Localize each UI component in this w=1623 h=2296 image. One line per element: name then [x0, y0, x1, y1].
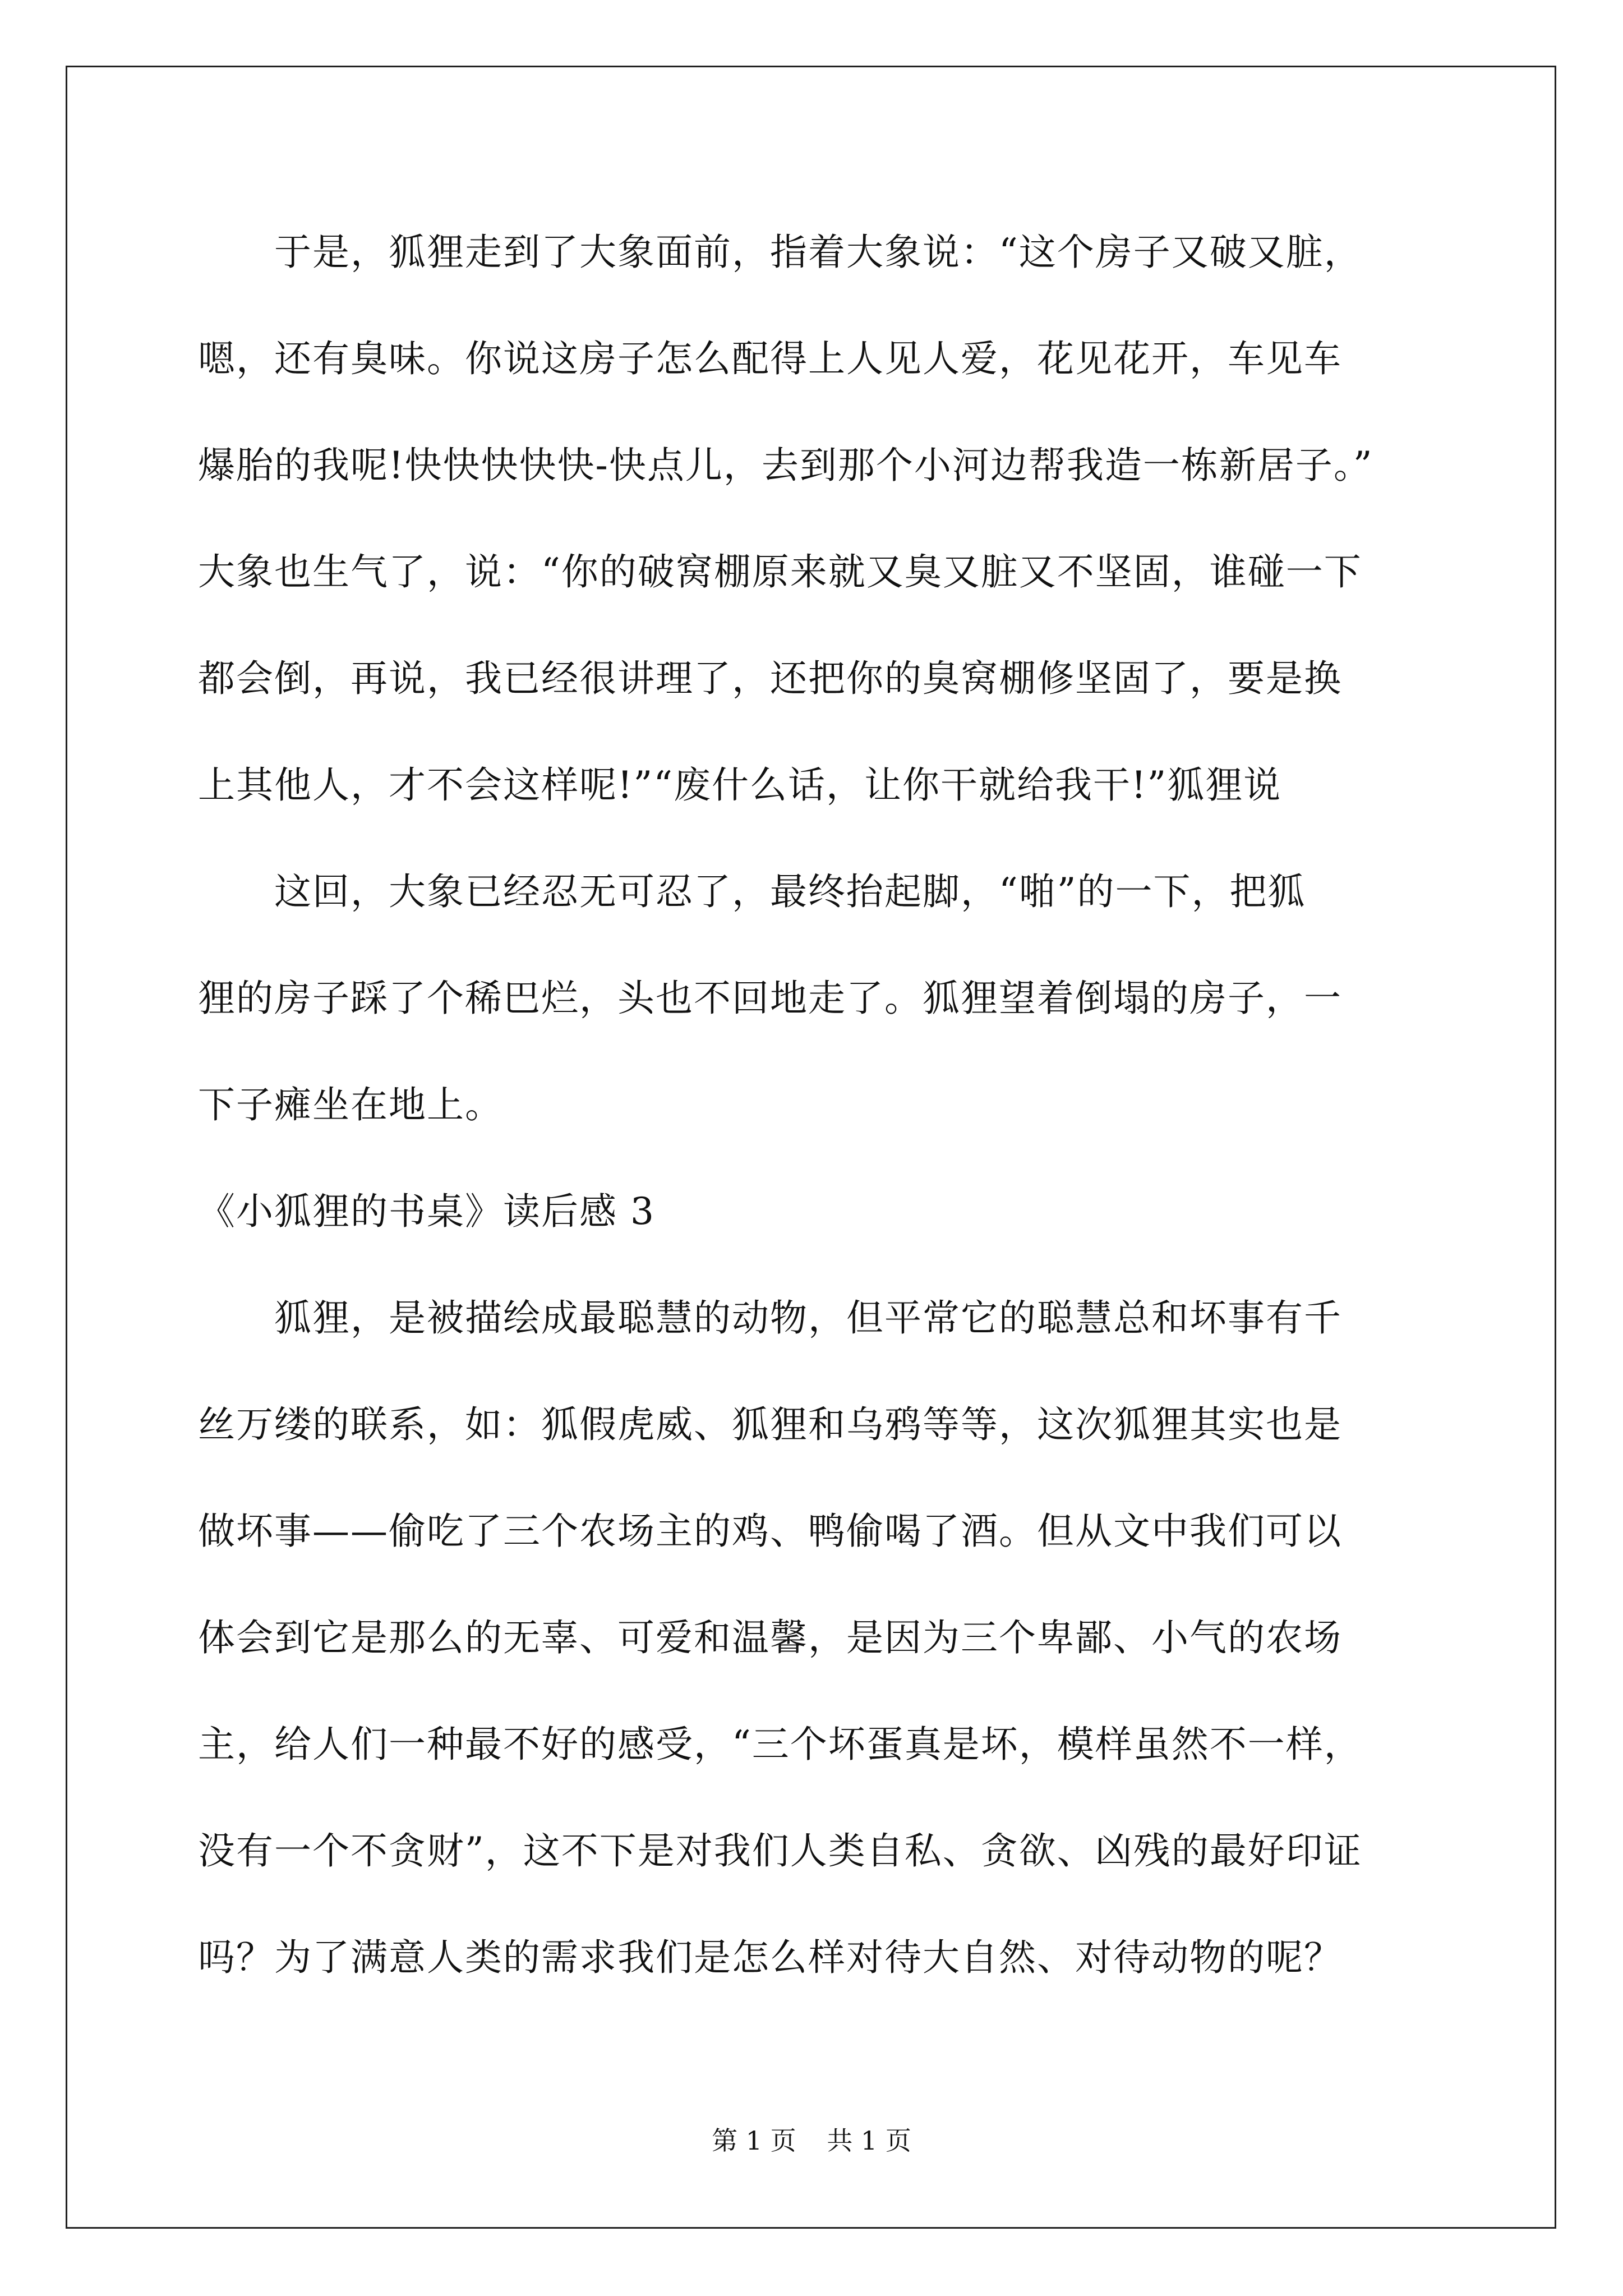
page-number: 第 1 页 [712, 2125, 796, 2156]
paragraph-line: 下子瘫坐在地上。 [198, 1083, 503, 1126]
section-heading: 《小狐狸的书桌》读后感 3 [198, 1190, 655, 1233]
paragraph-line: 狐狸，是被描绘成最聪慧的动物，但平常它的聪慧总和坏事有千 [274, 1296, 1342, 1340]
paragraph-line: 上其他人，才不会这样呢!”“废什么话，让你干就给我干!”狐狸说 [198, 763, 1282, 807]
paragraph-line: 主，给人们一种最不好的感受，“三个坏蛋真是坏，模样虽然不一样， [198, 1723, 1362, 1766]
page-footer [0, 2124, 1623, 2157]
paragraph-line: 嗯，还有臭味。你说这房子怎么配得上人见人爱，花见花开，车见车 [198, 337, 1342, 380]
paragraph-line: 吗？为了满意人类的需求我们是怎么样对待大自然、对待动物的呢？ [198, 1936, 1342, 1979]
paragraph-line: 这回，大象已经忍无可忍了，最终抬起脚，“啪”的一下，把狐 [274, 870, 1306, 913]
document-body [198, 199, 1432, 2011]
paragraph-line: 做坏事——偷吃了三个农场主的鸡、鸭偷喝了酒。但从文中我们可以 [198, 1510, 1342, 1553]
paragraph-line: 丝万缕的联系，如：狐假虎威、狐狸和乌鸦等等，这次狐狸其实也是 [198, 1403, 1342, 1446]
paragraph-line: 体会到它是那么的无辜、可爱和温馨，是因为三个卑鄙、小气的农场 [198, 1616, 1342, 1659]
page-total: 共 1 页 [827, 2125, 911, 2156]
paragraph-line: 狸的房子踩了个稀巴烂，头也不回地走了。狐狸望着倒塌的房子，一 [198, 977, 1342, 1020]
paragraph-line: 没有一个不贪财”，这不下是对我们人类自私、贪欲、凶残的最好印证 [198, 1829, 1362, 1872]
paragraph-line: 大象也生气了，说：“你的破窝棚原来就又臭又脏又不坚固，谁碰一下 [198, 550, 1362, 593]
paragraph-line: 都会倒，再说，我已经很讲理了，还把你的臭窝棚修坚固了，要是换 [198, 657, 1342, 700]
paragraph-line: 爆胎的我呢!快快快快快-快点儿，去到那个小河边帮我造一栋新居子。” [198, 444, 1373, 487]
paragraph-line: 于是，狐狸走到了大象面前，指着大象说：“这个房子又破又脏， [274, 231, 1362, 274]
